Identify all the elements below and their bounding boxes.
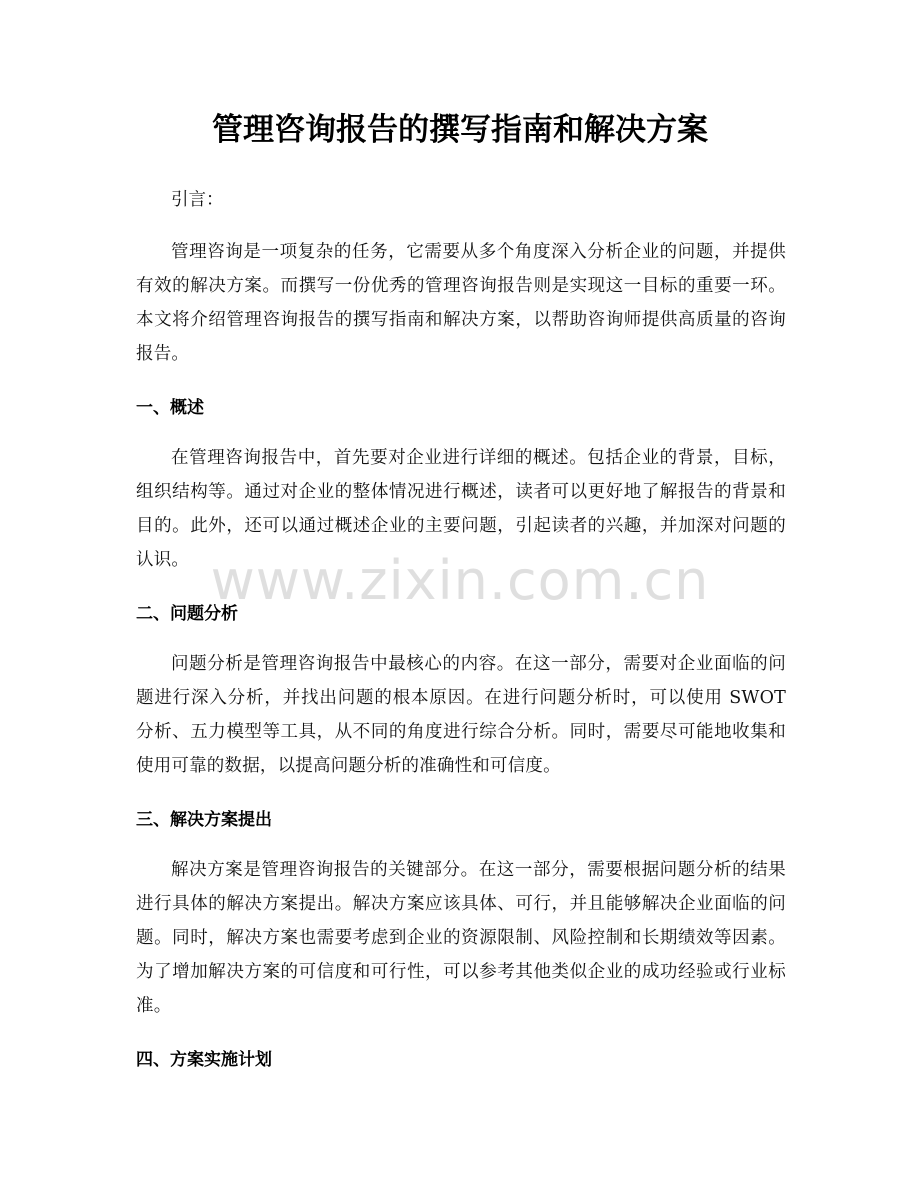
intro-label: 引言： [171,190,224,210]
section-heading-solution: 三、解决方案提出 [136,810,272,830]
section-heading-overview: 一、概述 [136,398,204,418]
document-body [136,183,786,1075]
section-paragraph-overview: 在管理咨询报告中，首先要对企业进行详细的概述。包括企业的背景，目标，组织结构等。通过对企业的整体情况进行概述，读者可以更好地了解报告的背景和目的。此外，还可以通过概述企业的主要问题，引起读者的兴趣，并加深对问题的认识。 [136,448,786,570]
section-heading-problem-analysis: 二、问题分析 [136,604,238,624]
document-title: 管理咨询报告的撰写指南和解决方案 [212,112,708,148]
intro-paragraph: 管理咨询是一项复杂的任务，它需要从多个角度深入分析企业的问题，并提供有效的解决方案。而撰写一份优秀的管理咨询报告则是实现这一目标的重要一环。本文将介绍管理咨询报告的撰写指南和解决方案，以帮助咨询师提供高质量的咨询报告。 [136,242,786,364]
section-heading-implementation: 四、方案实施计划 [136,1050,272,1070]
section-paragraph-solution: 解决方案是管理咨询报告的关键部分。在这一部分，需要根据问题分析的结果进行具体的解决方案提出。解决方案应该具体、可行，并且能够解决企业面临的问题。同时，解决方案也需要考虑到企业的资源限制、风险控制和长期绩效等因素。为了增加解决方案的可信度和可行性，可以参考其他类似企业的成功经验或行业标准。 [136,860,786,1016]
section-paragraph-problem-analysis: 问题分析是管理咨询报告中最核心的内容。在这一部分，需要对企业面临的问题进行深入分析，并找出问题的根本原因。在进行问题分析时，可以使用 SWOT 分析、五力模型等工具，从不同的角度进行综合分析。同时，需要尽可能地收集和使用可靠的数据，以提高问题分析的准确性和可信度。 [136,654,786,776]
watermark-text: www.zixin.com.cn [210,549,710,612]
